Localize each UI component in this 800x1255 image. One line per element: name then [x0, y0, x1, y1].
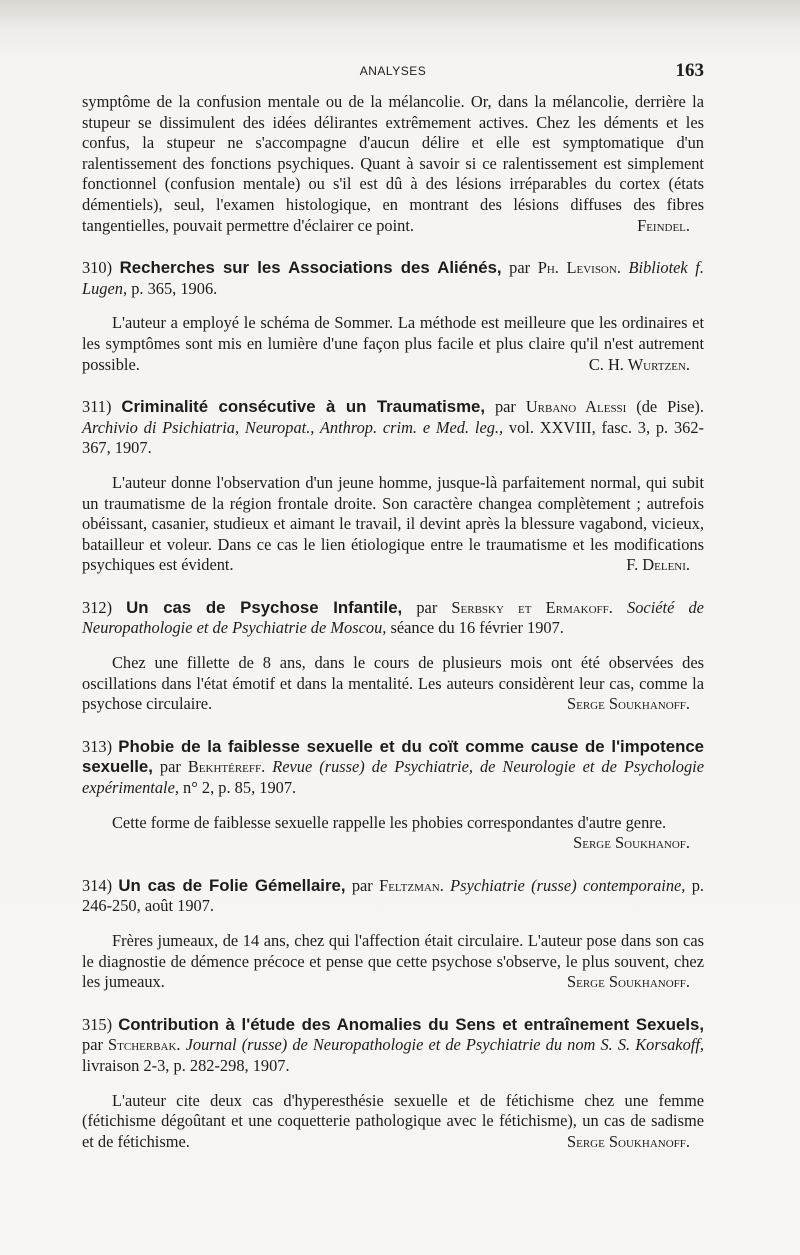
article-details: p. 246-250, août 1907.	[82, 875, 705, 916]
article-315	[82, 1015, 704, 1153]
article-author: Bekhtéreff.	[187, 757, 266, 777]
page-header	[82, 60, 704, 84]
article-heading	[82, 598, 704, 639]
article-details: séance du 16 février 1907.	[390, 618, 564, 638]
article-signature: Serge Soukhanof.	[573, 833, 690, 853]
article-text	[82, 1091, 704, 1153]
article-number: 311)	[82, 397, 112, 417]
article-author: Urbano Alessi	[525, 397, 627, 417]
page-body	[82, 92, 704, 1152]
article-details: vol. XXVIII, fasc. 3, p. 362-367, 1907.	[82, 417, 704, 458]
article-reference: Bibliotek f. Lugen,	[82, 258, 704, 298]
article-reference: Psychiatrie (russe) contemporaine,	[450, 875, 686, 895]
article-number: 312)	[82, 597, 113, 617]
article-number: 310)	[82, 258, 113, 278]
article-312	[82, 598, 704, 715]
article-by: par	[416, 597, 438, 617]
article-313	[82, 737, 704, 854]
article-signature: F. Deleni.	[626, 555, 690, 575]
article-310	[82, 258, 704, 375]
article-title: Un cas de Folie Gémellaire,	[118, 875, 346, 895]
article-signature: Serge Soukhanoff.	[567, 1131, 690, 1151]
running-title: ANALYSES	[359, 64, 427, 78]
article-number: 314)	[82, 875, 113, 895]
article-author: Stcherbak.	[108, 1035, 181, 1055]
intro-paragraph	[82, 92, 704, 236]
article-by: par	[509, 258, 531, 278]
page-number: 163	[675, 60, 704, 81]
article-reference: Archivio di Psichiatria, Neuropat., Anthrop. crim. e Med. leg.,	[82, 417, 504, 437]
article-heading	[82, 737, 704, 799]
article-reference: Société de Neuropathologie et de Psychiatrie de Moscou,	[82, 597, 704, 638]
intro-text: symptôme de la confusion mentale ou de la mélancolie. Or, dans la mélancolie, derrière la stupeur se dissimulent des idées délirantes extrêmement actives. Chez les déments et les confus, la stupeur ne s'accompagne d'aucun délire et elle est symptomatique d'un ralentissement des fonctions psychiques. Quant à savoir si ce ralentissement est simplement fonctionnel (confusion mentale) ou s'il est dû à des lésions irréparables du cortex (états démentiels), seul, l'examen histologique, en montrant des lésions diffuses des fibres tangentielles, pouvait permettre d'éclairer ce point.	[82, 92, 704, 235]
article-number: 313)	[82, 736, 113, 756]
article-text	[82, 813, 704, 854]
article-314	[82, 876, 704, 993]
article-reference: Revue (russe) de Psychiatrie, de Neurologie et de Psychologie expérimentale,	[82, 757, 704, 798]
article-title: Recherches sur les Associations des Aliénés,	[119, 258, 502, 278]
article-heading	[82, 258, 704, 299]
article-text	[82, 931, 704, 993]
article-reference: Journal (russe) de Neuropathologie et de Psychiatrie du nom S. S. Korsakoff,	[185, 1035, 704, 1055]
article-title: Un cas de Psychose Infantile,	[126, 597, 403, 617]
article-details: livraison 2-3, p. 282-298, 1907.	[82, 1055, 290, 1075]
article-number: 315)	[82, 1014, 113, 1034]
article-by: par	[351, 875, 373, 895]
article-heading	[82, 876, 704, 917]
article-author: Serbsky et Ermakoff.	[451, 597, 613, 617]
article-title: Contribution à l'étude des Anomalies du Sens et entraînement Sexuels,	[118, 1014, 704, 1034]
article-text	[82, 473, 704, 576]
article-details: p. 365, 1906.	[131, 278, 218, 298]
article-signature: C. H. Wurtzen.	[588, 354, 690, 374]
article-title: Criminalité consécutive à un Traumatisme,	[121, 397, 486, 417]
article-heading	[82, 397, 704, 459]
article-by: par	[159, 757, 181, 777]
article-title: Phobie de la faiblesse sexuelle et du coït comme cause de l'impotence sexuelle,	[82, 736, 704, 777]
article-signature: Serge Soukhanoff.	[567, 972, 690, 992]
article-signature: Serge Soukhanoff.	[567, 694, 690, 714]
article-text	[82, 313, 704, 375]
article-author-extra: (de Pise).	[636, 397, 704, 417]
article-author: Ph. Levison.	[537, 258, 621, 278]
article-body: Chez une fillette de 8 ans, dans le cours de plusieurs mois ont été observées des oscillations dans l'état émotif et dans la mentalité. Les auteurs considèrent leur cas, comme la psychose circulaire.	[82, 653, 704, 714]
article-heading	[82, 1015, 704, 1077]
article-author: Feltzman.	[379, 875, 444, 895]
article-body: Frères jumeaux, de 14 ans, chez qui l'affection était circulaire. L'auteur pose dans son cas le diagnostie de démence précoce et pense que cette psychose s'observe, le plus souvent, chez les jumeaux.	[82, 931, 704, 992]
article-details: n° 2, p. 85, 1907.	[183, 778, 297, 798]
article-by: par	[494, 397, 516, 417]
article-body: L'auteur cite deux cas d'hyperesthésie sexuelle et de fétichisme chez une femme (fétichisme dégoûtant et une coquetterie pathologique avec le fétichisme), un cas de sadisme et de fétichisme.	[82, 1090, 704, 1151]
article-body: L'auteur donne l'observation d'un jeune homme, jusque-là parfaitement normal, qui subit un traumatisme de la région frontale droite. Son caractère changea complètement ; autrefois obéissant, casanier, studieux et aimant le travail, il devint après la blessure vagabond, vicieux, batailleur et voleur. Dans ce cas le lien étiologique entre le traumatisme et les modifications psychiques est évident.	[82, 472, 704, 575]
article-text	[82, 653, 704, 715]
article-311	[82, 397, 704, 576]
article-body: Cette forme de faiblesse sexuelle rappelle les phobies correspondantes d'autre genre.	[112, 812, 667, 832]
intro-section	[82, 92, 704, 236]
intro-signature: Feindel.	[637, 215, 690, 235]
article-body: L'auteur a employé le schéma de Sommer. La méthode est meilleure que les ordinaires et les symptômes sont mis en lumière d'une façon plus facile et plus claire qu'il n'est autrement possible.	[82, 313, 704, 374]
article-by: par	[82, 1035, 103, 1055]
